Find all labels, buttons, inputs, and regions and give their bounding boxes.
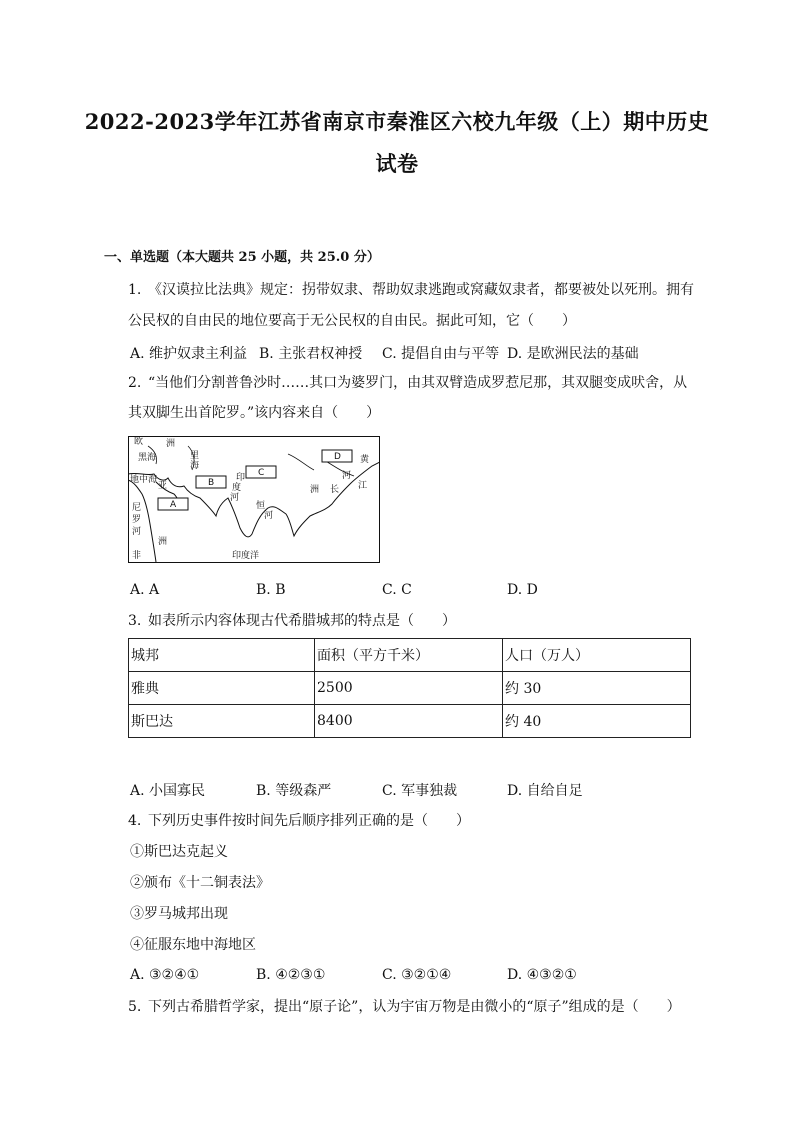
exam-title-line2: 试卷 — [375, 151, 419, 176]
q4-item-1: ①斯巴达克起义 — [130, 844, 228, 860]
map-label-du: 度 — [232, 483, 242, 493]
map-label-fei: 非 — [132, 551, 142, 561]
q3-option-b[interactable]: B. 等级森严 — [256, 783, 332, 799]
table-cell: 8400 — [315, 705, 503, 738]
map-label-he-indus: 河 — [230, 493, 240, 503]
table-cell: 约 40 — [503, 705, 691, 738]
map-label-li: 里 — [190, 451, 200, 461]
map-label-black-sea: 黑海 — [138, 453, 157, 463]
q3-option-d[interactable]: D. 自给自足 — [507, 783, 583, 799]
q2-option-c[interactable]: C. C — [382, 582, 412, 598]
section-heading: 一、单选题（本大题共 25 小题，共 25.0 分） — [104, 250, 380, 265]
q3-stem: 如表所示内容体现古代希腊城邦的特点是（ ） — [148, 613, 456, 629]
map-box-b-label: B — [208, 478, 215, 488]
map-label-jiang: 江 — [358, 481, 368, 491]
q2-option-b[interactable]: B. B — [256, 582, 286, 598]
map-label-zhou-africa: 洲 — [158, 537, 168, 547]
map-label-chang: 长 — [330, 485, 340, 495]
map-label-he-ganges: 河 — [264, 511, 274, 521]
table-header-row — [129, 639, 691, 672]
map-box-c-label: C — [258, 468, 265, 478]
table-row — [129, 672, 691, 705]
map-label-ou: 欧 — [134, 437, 144, 447]
map-label-he-nile: 河 — [132, 527, 142, 537]
map-label-indian-ocean: 印度洋 — [232, 551, 260, 561]
map-box-a-label: A — [170, 500, 177, 510]
q2-stem-line2: 其双脚生出首陀罗。”该内容来自（ ） — [128, 405, 381, 421]
q4-option-a[interactable]: A. ③②④① — [130, 967, 200, 983]
map-box-d-label: D — [334, 452, 341, 462]
q4-option-d[interactable]: D. ④③②① — [507, 967, 577, 983]
q2-option-a[interactable]: A. A — [130, 582, 160, 598]
table-cell: 雅典 — [129, 672, 315, 705]
map-label-ni: 尼 — [132, 503, 142, 513]
q1-option-a[interactable]: A. 维护奴隶主利益 — [130, 346, 248, 362]
map-label-luo: 罗 — [132, 515, 142, 525]
exam-title-line1: 2022-2023学年江苏省南京市秦淮区六校九年级（上）期中历史 — [84, 109, 710, 134]
q1-option-d[interactable]: D. 是欧洲民法的基础 — [507, 346, 639, 362]
map-label-he-yellow: 河 — [342, 471, 352, 481]
q2-option-d[interactable]: D. D — [507, 582, 538, 598]
table-cell: 约 30 — [503, 672, 691, 705]
q4-item-4: ④征服东地中海地区 — [130, 937, 256, 953]
map-label-huang: 黄 — [360, 455, 370, 465]
q4-item-2: ②颁布《十二铜表法》 — [130, 875, 270, 891]
table-header-cell: 面积（平方千米） — [315, 639, 503, 672]
q3-number: 3. — [128, 613, 142, 629]
map-label-zhou-asia: 洲 — [310, 485, 320, 495]
map-label-ya: 亚 — [158, 481, 168, 491]
city-state-table — [128, 638, 691, 738]
table-cell: 斯巴达 — [129, 705, 315, 738]
q1-stem-line1: 《汉谟拉比法典》规定：拐带奴隶、帮助奴隶逃跑或窝藏奴隶者，都要被处以死刑。拥有 — [148, 282, 694, 298]
map-label-heng: 恒 — [256, 501, 266, 511]
table-row — [129, 705, 691, 738]
q4-option-c[interactable]: C. ③②①④ — [382, 967, 452, 983]
q4-stem: 下列历史事件按时间先后顺序排列正确的是（ ） — [148, 813, 470, 829]
q1-option-b[interactable]: B. 主张君权神授 — [259, 346, 363, 362]
map-label-mediterranean: 地中海 — [130, 475, 158, 485]
q4-option-b[interactable]: B. ④②③① — [256, 967, 326, 983]
map-label-zhou: 洲 — [166, 439, 176, 449]
ancient-civilizations-map — [128, 436, 380, 563]
q1-stem-line2: 公民权的自由民的地位要高于无公民权的自由民。据此可知，它（ ） — [128, 313, 576, 329]
q4-item-3: ③罗马城邦出现 — [130, 906, 228, 922]
q2-stem-line1: “当他们分割普鲁沙时……其口为婆罗门，由其双臂造成罗惹尼那，其双腿变成吠舍，从 — [148, 375, 688, 391]
table-cell: 2500 — [315, 672, 503, 705]
table-header-cell: 城邦 — [129, 639, 315, 672]
q2-number: 2. — [128, 375, 142, 391]
q5-stem: 下列古希腊哲学家，提出“原子论”，认为宇宙万物是由微小的“原子”组成的是（ ） — [148, 999, 681, 1015]
q5-number: 5. — [128, 999, 142, 1015]
map-label-hai: 海 — [190, 461, 200, 471]
q1-option-c[interactable]: C. 提倡自由与平等 — [382, 346, 500, 362]
q3-option-a[interactable]: A. 小国寡民 — [130, 783, 206, 799]
table-header-cell: 人口（万人） — [503, 639, 691, 672]
map-label-yin: 印 — [236, 473, 246, 483]
q3-option-c[interactable]: C. 军事独裁 — [382, 783, 458, 799]
q1-number: 1. — [128, 282, 142, 298]
q4-number: 4. — [128, 813, 142, 829]
